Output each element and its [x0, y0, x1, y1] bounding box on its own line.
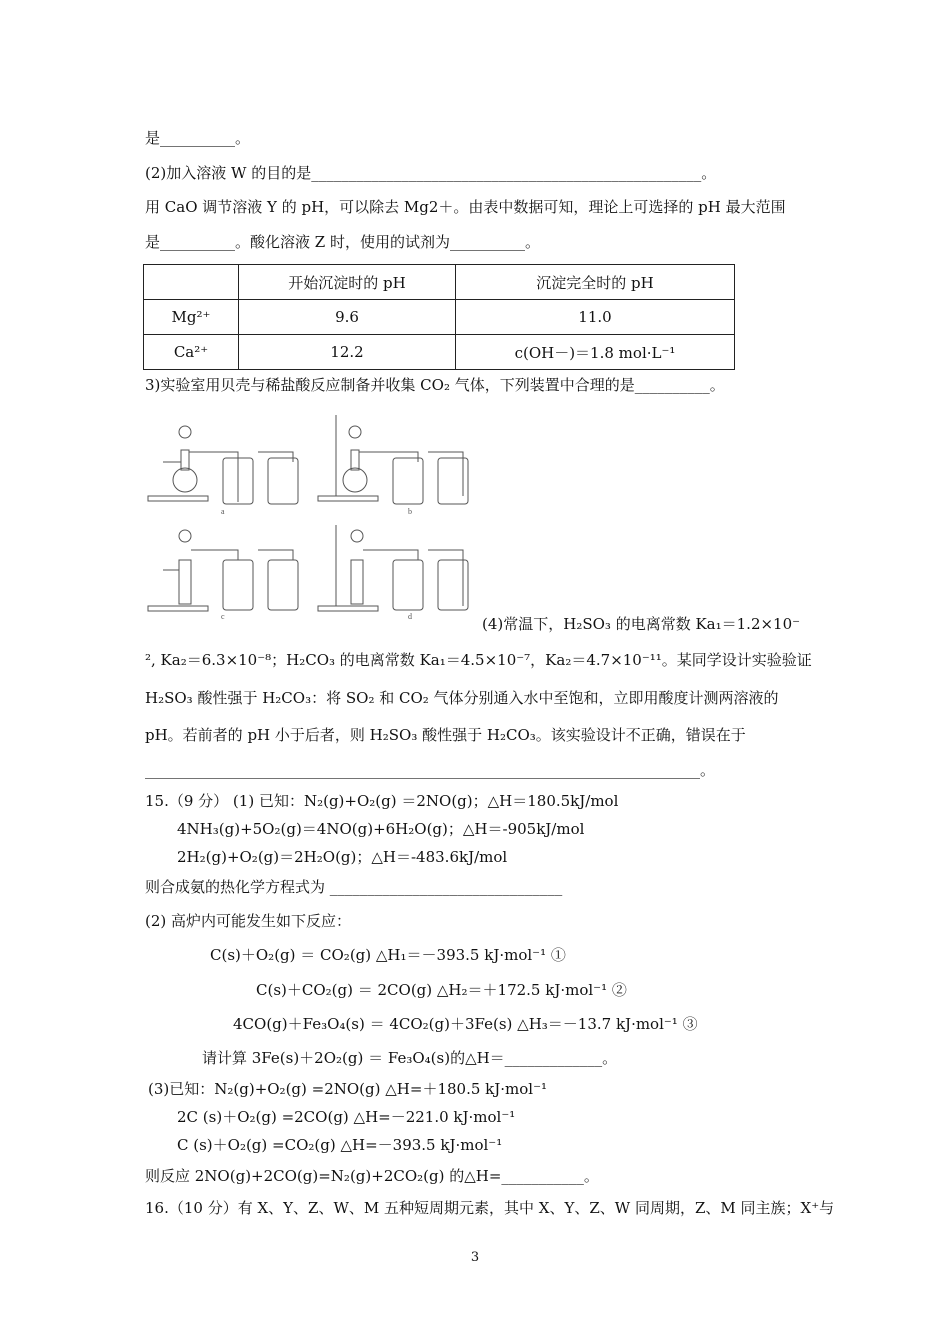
line-24: 16.（10 分）有 X、Y、Z、W、M 五种短周期元素，其中 X、Y、Z、W 同周期，Z、M 同主族；X⁺与 — [145, 1199, 835, 1217]
table-row — [144, 335, 735, 370]
apparatus-c-base — [148, 606, 208, 611]
figure-label-d: d — [408, 612, 412, 620]
table-cell: 开始沉淀时的 pH — [239, 265, 456, 300]
line-7: ², Ka₂＝6.3×10⁻⁸；H₂CO₃ 的电离常数 Ka₁＝4.5×10⁻⁷，Ka₂＝4.7×10⁻¹¹。某同学设计实验验证 — [145, 651, 812, 669]
table-header-row — [144, 265, 735, 300]
line-15: (2) 高炉内可能发生如下反应： — [145, 912, 352, 930]
line-14: 则合成氨的热化学方程式为 _______________________________ — [145, 878, 563, 896]
apparatus-d-base — [318, 606, 378, 611]
line-20: (3)已知：N₂(g)+O₂(g) =2NO(g) △H=＋180.5 kJ·mol⁻¹ — [148, 1080, 548, 1098]
line-3: 用 CaO 调节溶液 Y 的 pH，可以除去 Mg2＋。由表中数据可知，理论上可选择的 pH 最大范围 — [145, 198, 786, 216]
line-4: 是__________。酸化溶液 Z 时，使用的试剂为__________。 — [145, 233, 540, 251]
line-5: 3)实验室用贝壳与稀盐酸反应制备并收集 CO₂ 气体，下列装置中合理的是__________。 — [145, 376, 725, 394]
table-cell: c(OH－)＝1.8 mol·L⁻¹ — [456, 335, 735, 370]
line-18: 4CO(g)＋Fe₃O₄(s) ＝ 4CO₂(g)＋3Fe(s) △H₃＝－13.7 kJ·mol⁻¹ ③ — [233, 1015, 698, 1033]
apparatus-c-bottle2 — [268, 560, 298, 610]
table-cell — [144, 265, 239, 300]
line-23: 则反应 2NO(g)+2CO(g)=N₂(g)+2CO₂(g) 的△H=___________。 — [145, 1167, 599, 1185]
apparatus-b-bottle1 — [393, 458, 423, 504]
line-8: H₂SO₃ 酸性强于 H₂CO₃：将 SO₂ 和 CO₂ 气体分别通入水中至饱和，立即用酸度计测两溶液的 — [145, 689, 779, 707]
line-11: 15.（9 分） (1) 已知：N₂(g)+O₂(g) ＝2NO(g)；△H＝180.5kJ/mol — [145, 792, 619, 810]
apparatus-a-flask — [173, 468, 197, 492]
apparatus-figure — [143, 410, 478, 620]
apparatus-d-bottle1 — [393, 560, 423, 610]
apparatus-c-bottle1 — [223, 560, 253, 610]
table-row — [144, 300, 735, 335]
line-12: 4NH₃(g)+5O₂(g)＝4NO(g)+6H₂O(g)；△H＝-905kJ/mol — [177, 820, 585, 838]
apparatus-d-tube — [351, 560, 363, 604]
apparatus-a-base — [148, 496, 208, 501]
line-17: C(s)＋CO₂(g) ＝ 2CO(g) △H₂＝＋172.5 kJ·mol⁻¹ ② — [256, 981, 627, 999]
apparatus-c-tube — [179, 560, 191, 604]
line-6: (4)常温下，H₂SO₃ 的电离常数 Ka₁＝1.2×10⁻ — [482, 615, 801, 633]
line-9: pH。若前者的 pH 小于后者，则 H₂SO₃ 酸性强于 H₂CO₃。该实验设计不正确，错误在于 — [145, 726, 746, 744]
apparatus-a-bottle2 — [268, 458, 298, 504]
table-cell: Mg²⁺ — [144, 300, 239, 335]
table-cell: 沉淀完全时的 pH — [456, 265, 735, 300]
ph-table — [143, 264, 735, 370]
apparatus-b-flask — [343, 468, 367, 492]
line-22: C (s)＋O₂(g) =CO₂(g) △H=－393.5 kJ·mol⁻¹ — [177, 1136, 503, 1154]
table-cell: 11.0 — [456, 300, 735, 335]
table-cell: 12.2 — [239, 335, 456, 370]
figure-label-a: a — [221, 507, 225, 516]
page-number: 3 — [470, 1250, 480, 1265]
line-21: 2C (s)＋O₂(g) =2CO(g) △H=－221.0 kJ·mol⁻¹ — [177, 1108, 516, 1126]
line-1: 是__________。 — [145, 129, 251, 147]
line-13: 2H₂(g)+O₂(g)＝2H₂O(g)；△H＝-483.6kJ/mol — [177, 848, 508, 866]
figure-label-c: c — [221, 612, 225, 620]
table-cell: 9.6 — [239, 300, 456, 335]
figure-label-b: b — [408, 507, 412, 516]
line-19: 请计算 3Fe(s)＋2O₂(g) ＝ Fe₃O₄(s)的△H＝_____________。 — [202, 1049, 618, 1067]
table-cell: Ca²⁺ — [144, 335, 239, 370]
line-10: __________________________________________________________________________。 — [145, 761, 716, 779]
line-16: C(s)＋O₂(g) ＝ CO₂(g) △H₁＝－393.5 kJ·mol⁻¹ ① — [210, 946, 566, 964]
apparatus-b-base — [318, 496, 378, 501]
line-2: (2)加入溶液 W 的目的是____________________________________________________。 — [145, 164, 717, 182]
